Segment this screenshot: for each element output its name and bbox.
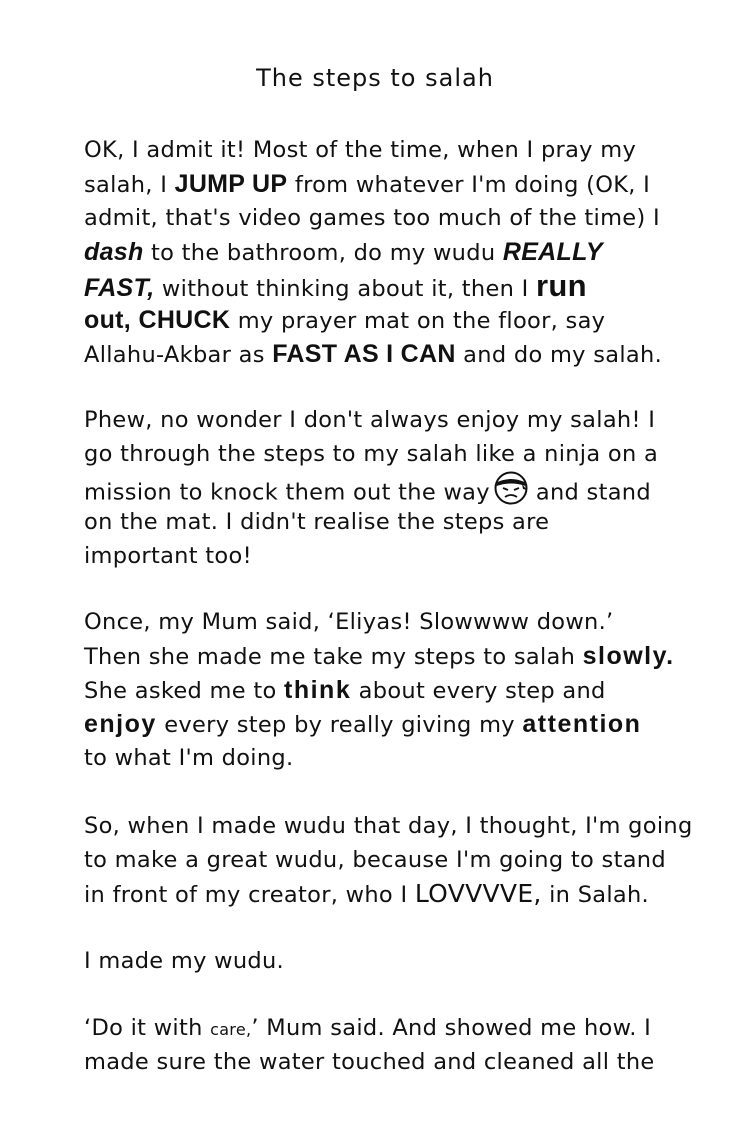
text: and do my salah. [455,342,663,368]
paragraph-6 [84,1011,684,1079]
text: Allahu-Akbar as [84,342,273,368]
paragraph-1 [84,133,684,371]
text-line [84,471,684,505]
text-line [84,337,684,371]
emphasis-text: enjoy [84,710,157,738]
emphasis-text: FAST AS I CAN [272,340,456,368]
text: She asked me to [84,678,285,704]
page-title: The steps to salah [256,64,494,92]
text-line [84,877,684,911]
emphasis-text: FAST, [84,274,155,302]
text: from whatever I'm doing (OK, I [287,172,651,198]
emphasis-text: REALLY [502,238,603,266]
emphasis-text: out, [84,306,132,334]
text-line: to make a great wudu, because I'm going to stand [84,847,666,873]
text-line: admit, that's video games too much of the time) I [84,205,660,231]
text-line: I made my wudu. [84,948,285,974]
emphasis-text: run [536,268,587,303]
text-line: go through the steps to my salah like a ninja on a [84,441,659,467]
text: every step by really giving my [156,712,523,738]
text-line [84,673,684,707]
emphasis-text: think [284,676,352,704]
text: mission to knock them out the way [84,479,490,506]
text-line: made sure the water touched and cleaned all the [84,1049,655,1075]
paragraph-5 [84,944,684,978]
paragraph-4 [84,809,693,911]
text: in Salah. [541,882,650,908]
text-line [84,707,684,741]
small-text: care, [210,1020,252,1039]
emphasis-text: attention [522,710,642,738]
text-line: on the mat. I didn't realise the steps are [84,509,550,535]
emphasis-text: slowly. [582,642,675,670]
text-line [84,269,684,303]
text-line [84,1011,684,1045]
text: salah, I [84,172,175,198]
text: ‘Do it with [84,1015,211,1041]
text-line: OK, I admit it! Most of the time, when I pray my [84,137,637,163]
text: Then she made me take my steps to salah [84,644,583,670]
text-line: important too! [84,543,252,569]
emphasis-text: dash [84,238,144,266]
text: my prayer mat on the floor, say [230,308,606,334]
text-line [84,303,684,337]
text: ’ Mum said. And showed me how. I [251,1015,652,1041]
text: and stand [535,479,651,506]
emphasis-text: JUMP UP [174,170,288,198]
text-line [84,167,684,201]
text-line [84,639,684,673]
text: about every step and [351,678,606,704]
text-line: Once, my Mum said, ‘Eliyas! Slowwww down.’ [84,609,614,635]
text-line: So, when I made wudu that day, I thought, I'm going [84,813,693,839]
emphasis-text: LOVVVVE, [414,879,542,908]
text: without thinking about it, then I [154,276,537,302]
text: to the bathroom, do my wudu [143,240,503,266]
text-line [84,235,684,269]
text-line: Phew, no wonder I don't always enjoy my salah! I [84,407,656,433]
paragraph-3 [84,605,684,775]
text: in front of my creator, who I [84,882,415,908]
emphasis-text: CHUCK [138,306,231,334]
paragraph-2 [84,403,684,573]
text-line: to what I'm doing. [84,745,294,771]
